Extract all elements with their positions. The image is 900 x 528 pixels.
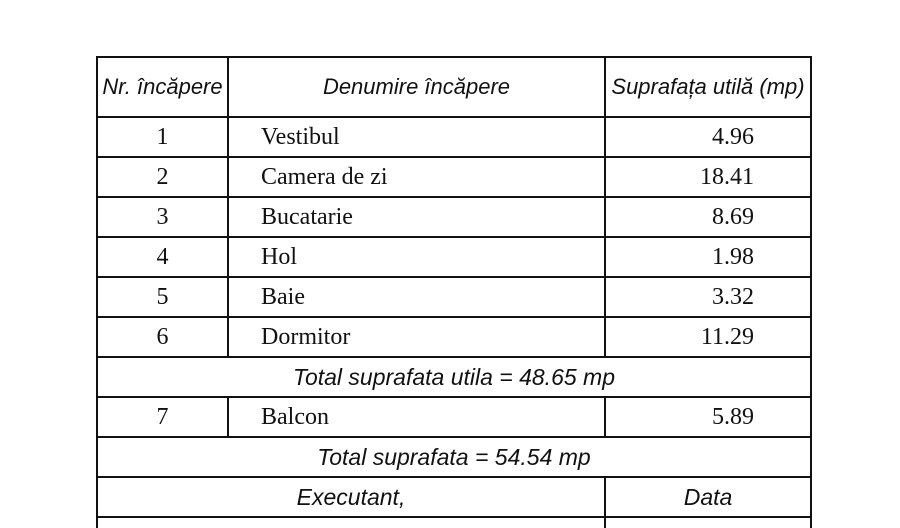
room-name: Hol <box>228 237 605 277</box>
table-row <box>97 397 811 437</box>
header-area: Suprafața utilă (mp) <box>605 57 811 117</box>
total-area: Total suprafata = 54.54 mp <box>97 437 811 477</box>
room-nr: 7 <box>97 397 228 437</box>
header-row <box>97 57 811 117</box>
room-name: Balcon <box>228 397 605 437</box>
room-nr: 1 <box>97 117 228 157</box>
room-nr: 3 <box>97 197 228 237</box>
room-area: 18.41 <box>605 157 811 197</box>
header-name: Denumire încăpere <box>228 57 605 117</box>
room-area: 11.29 <box>605 317 811 357</box>
date-cell <box>605 517 811 528</box>
room-name: Vestibul <box>228 117 605 157</box>
total-useful: Total suprafata utila = 48.65 mp <box>97 357 811 397</box>
room-area-table <box>96 56 812 528</box>
header-nr: Nr. încăpere <box>97 57 228 117</box>
room-name: Baie <box>228 277 605 317</box>
room-name: Bucatarie <box>228 197 605 237</box>
room-nr: 4 <box>97 237 228 277</box>
room-area: 1.98 <box>605 237 811 277</box>
room-nr: 2 <box>97 157 228 197</box>
signature-row <box>97 517 811 528</box>
table-row <box>97 277 811 317</box>
room-area: 5.89 <box>605 397 811 437</box>
signature-cell <box>97 517 605 528</box>
room-name: Camera de zi <box>228 157 605 197</box>
room-name: Dormitor <box>228 317 605 357</box>
room-area: 3.32 <box>605 277 811 317</box>
footer-row <box>97 477 811 517</box>
room-nr: 5 <box>97 277 228 317</box>
table-row <box>97 197 811 237</box>
room-area: 4.96 <box>605 117 811 157</box>
total-useful-row <box>97 357 811 397</box>
table-row <box>97 237 811 277</box>
table-row <box>97 317 811 357</box>
table-row <box>97 157 811 197</box>
total-row <box>97 437 811 477</box>
date-label: Data <box>605 477 811 517</box>
table-row <box>97 117 811 157</box>
room-area: 8.69 <box>605 197 811 237</box>
room-nr: 6 <box>97 317 228 357</box>
executant-label: Executant, <box>97 477 605 517</box>
